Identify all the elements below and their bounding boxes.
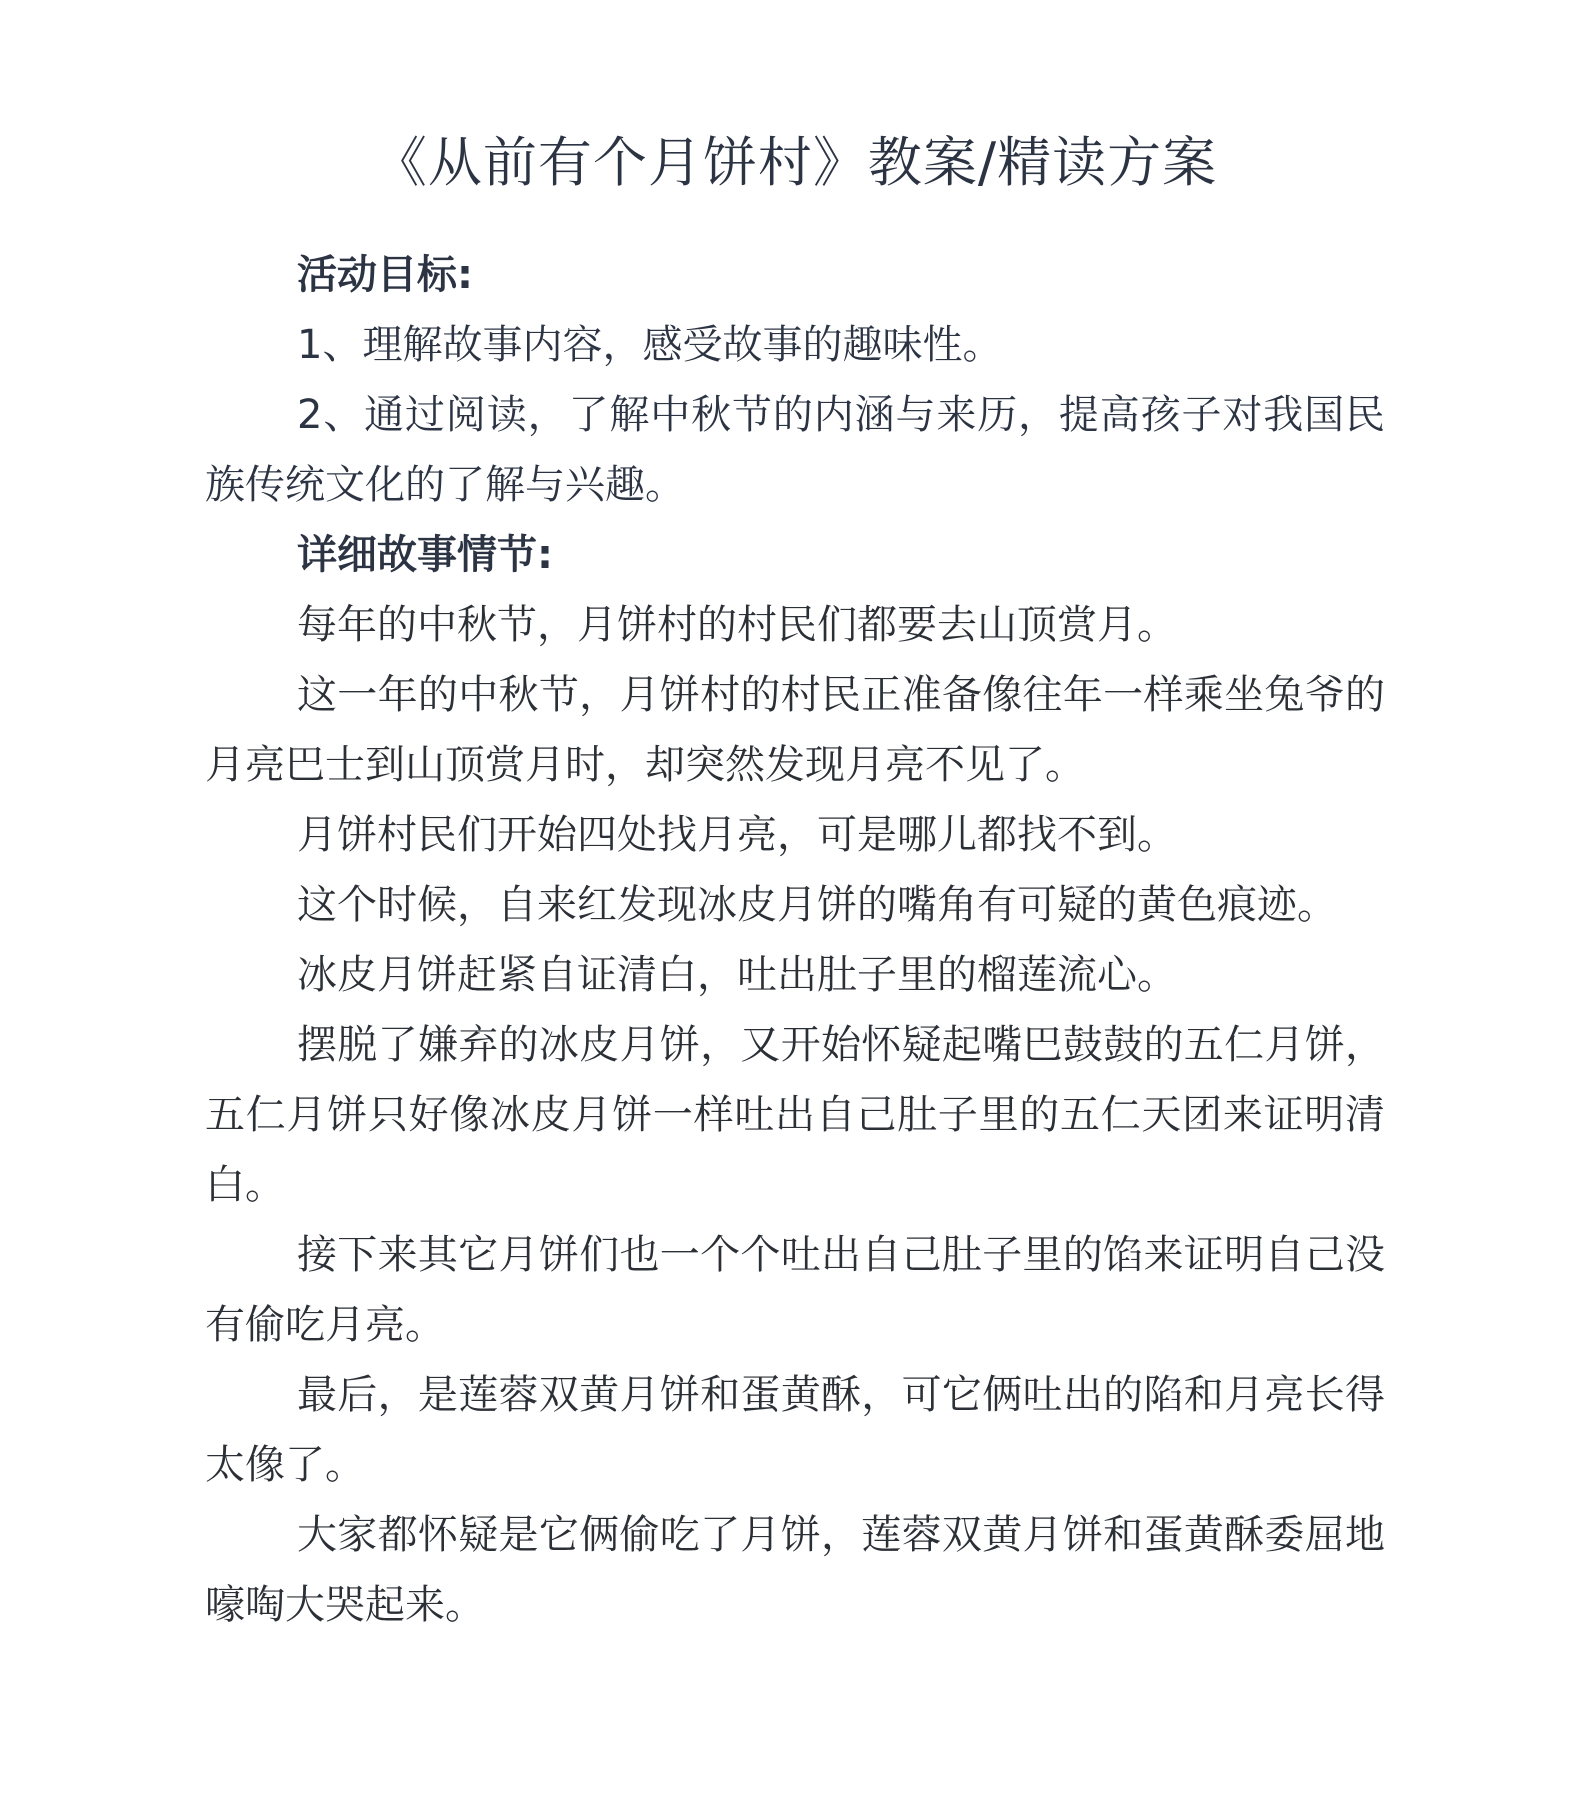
story-paragraph: 大家都怀疑是它俩偷吃了月饼，莲蓉双黄月饼和蛋黄酥委屈地嚎啕大哭起来。	[205, 1512, 1385, 1628]
section-heading-story: 详细故事情节:	[297, 532, 553, 578]
story-paragraph: 最后，是莲蓉双黄月饼和蛋黄酥，可它俩吐出的陷和月亮长得太像了。	[205, 1372, 1385, 1488]
story-paragraph: 月饼村民们开始四处找月亮，可是哪儿都找不到。	[297, 812, 1177, 858]
story-paragraph: 这个时候，自来红发现冰皮月饼的嘴角有可疑的黄色痕迹。	[297, 882, 1337, 928]
goal-item: 2、通过阅读，了解中秋节的内涵与来历，提高孩子对我国民族传统文化的了解与兴趣。	[205, 392, 1385, 508]
story-paragraph: 每年的中秋节，月饼村的村民们都要去山顶赏月。	[297, 602, 1177, 648]
story-paragraph: 接下来其它月饼们也一个个吐出自己肚子里的馅来证明自己没有偷吃月亮。	[205, 1232, 1385, 1348]
document-title: 《从前有个月饼村》教案/精读方案	[372, 131, 1218, 194]
story-paragraph: 摆脱了嫌弃的冰皮月饼，又开始怀疑起嘴巴鼓鼓的五仁月饼，五仁月饼只好像冰皮月饼一样吐出自己肚子里的五仁天团来证明清白。	[205, 1022, 1385, 1208]
section-heading-goals: 活动目标:	[297, 252, 473, 298]
goal-item: 1、理解故事内容，感受故事的趣味性。	[297, 322, 1003, 368]
document-body	[205, 240, 1385, 1640]
story-paragraph: 冰皮月饼赶紧自证清白，吐出肚子里的榴莲流心。	[297, 952, 1177, 998]
story-paragraph: 这一年的中秋节，月饼村的村民正准备像往年一样乘坐兔爷的月亮巴士到山顶赏月时，却突然发现月亮不见了。	[205, 672, 1385, 788]
